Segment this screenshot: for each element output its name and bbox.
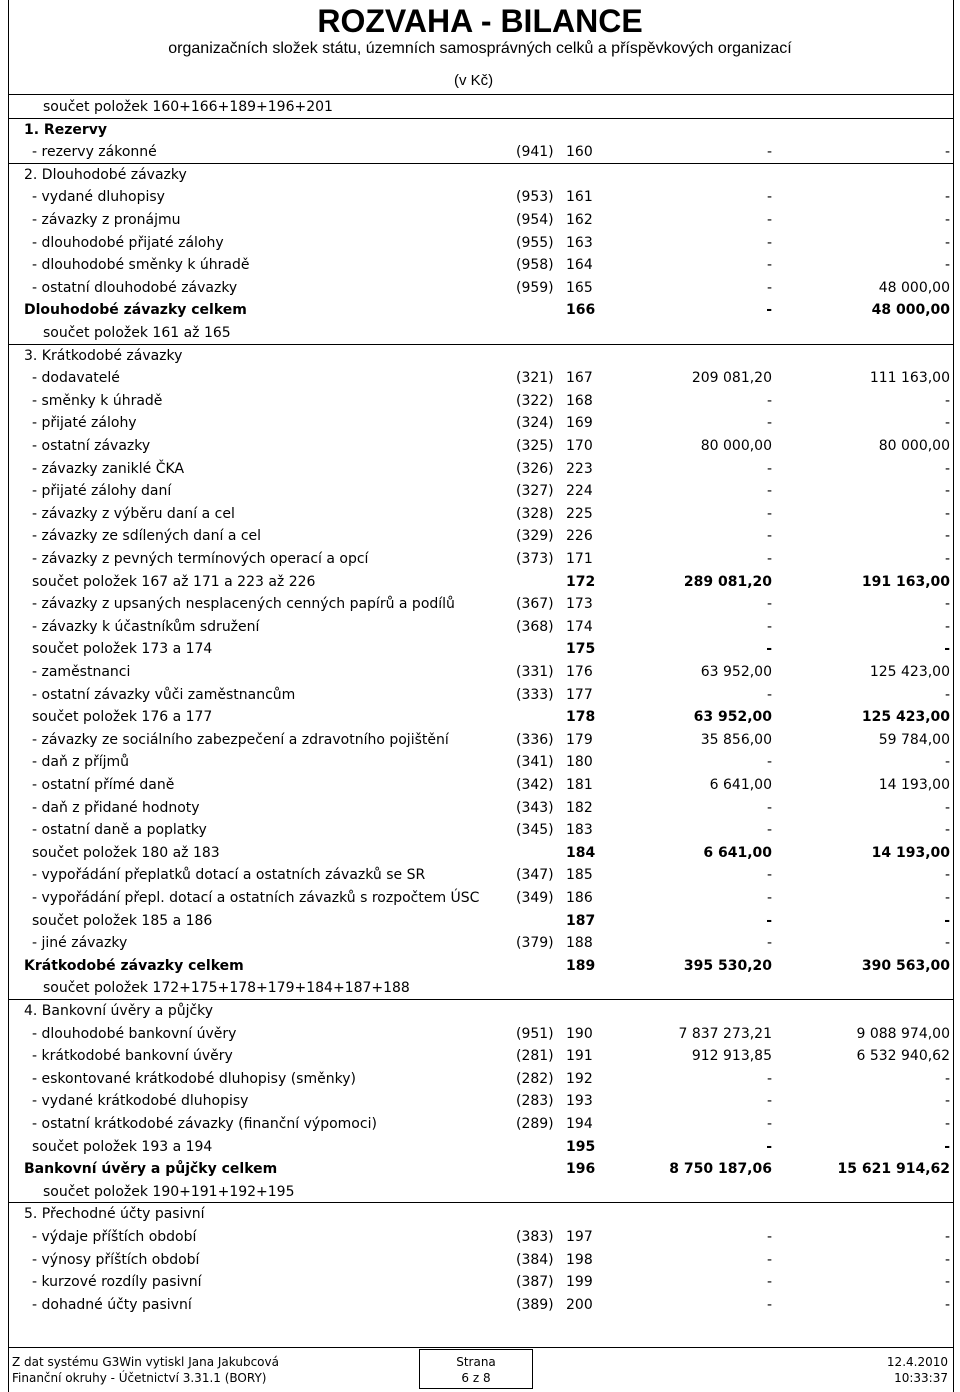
footer-page-box bbox=[419, 1349, 533, 1389]
table-row bbox=[8, 1045, 954, 1067]
row-value-current: - bbox=[766, 822, 772, 839]
row-value-current: - bbox=[766, 460, 772, 477]
row-value-current: - bbox=[766, 144, 772, 161]
table-row bbox=[8, 1249, 954, 1271]
row-account-code: (328) bbox=[516, 505, 554, 522]
row-label: 5. Přechodné účty pasivní bbox=[24, 1206, 205, 1223]
row-label: 1. Rezervy bbox=[24, 121, 108, 138]
row-label: - závazky z pronájmu bbox=[32, 212, 181, 228]
row-line-number: 170 bbox=[566, 438, 593, 454]
row-value-previous: - bbox=[944, 754, 950, 771]
row-label: - dohadné účty pasivní bbox=[32, 1296, 192, 1313]
row-label: - ostatní daně a poplatky bbox=[32, 822, 207, 839]
row-label: - zaměstnanci bbox=[32, 664, 131, 680]
section-heading-row bbox=[8, 119, 954, 141]
row-label: součet položek 173 a 174 bbox=[32, 641, 213, 658]
table-row bbox=[8, 932, 954, 954]
section-heading-row bbox=[8, 1203, 954, 1225]
row-value-current: - bbox=[766, 890, 772, 906]
table-row bbox=[8, 774, 954, 796]
footer-divider bbox=[8, 1347, 954, 1348]
row-account-code: (289) bbox=[516, 1116, 554, 1132]
table-row bbox=[8, 1271, 954, 1293]
row-account-code: (951) bbox=[516, 1025, 554, 1042]
row-label: - ostatní závazky bbox=[32, 438, 151, 454]
footer-page-label: Strana bbox=[456, 1355, 496, 1369]
row-label: - závazky z pevných termínových operací a opcí bbox=[32, 551, 369, 567]
row-account-code: (322) bbox=[516, 392, 554, 409]
row-line-number: 197 bbox=[566, 1229, 593, 1245]
row-value-current: - bbox=[766, 392, 772, 409]
row-value-previous: - bbox=[944, 1296, 950, 1313]
row-account-code: (387) bbox=[516, 1274, 554, 1291]
row-account-code: (383) bbox=[516, 1229, 554, 1245]
row-account-code: (329) bbox=[516, 528, 554, 545]
row-value-previous: - bbox=[944, 392, 950, 409]
row-label: - kurzové rozdíly pasivní bbox=[32, 1274, 202, 1291]
row-label: - vydané dluhopisy bbox=[32, 189, 165, 206]
row-value-current: - bbox=[766, 257, 772, 274]
row-account-code: (953) bbox=[516, 189, 554, 206]
row-label: - vypořádání přepl. dotací a ostatních závazků s rozpočtem ÚSC bbox=[32, 890, 480, 906]
row-line-number: 163 bbox=[566, 234, 593, 251]
row-line-number: 173 bbox=[566, 596, 593, 613]
row-value-current: 6 641,00 bbox=[709, 777, 772, 793]
row-account-code: (954) bbox=[516, 212, 554, 228]
row-value-current: - bbox=[766, 1116, 772, 1132]
row-value-previous: - bbox=[944, 890, 950, 906]
table-row bbox=[8, 819, 954, 841]
table-row bbox=[8, 390, 954, 412]
footer-source bbox=[12, 1354, 279, 1386]
row-label: - rezervy zákonné bbox=[32, 144, 157, 161]
row-line-number: 187 bbox=[566, 912, 596, 929]
row-line-number: 192 bbox=[566, 1070, 593, 1087]
row-line-number: 223 bbox=[566, 460, 593, 477]
row-value-current: 912 913,85 bbox=[691, 1048, 772, 1065]
row-line-number: 175 bbox=[566, 641, 596, 658]
row-label: - vypořádání přeplatků dotací a ostatních závazků se SR bbox=[32, 867, 426, 884]
table-row bbox=[8, 593, 954, 615]
row-value-previous: 14 193,00 bbox=[878, 777, 950, 793]
row-line-number: 182 bbox=[566, 799, 593, 816]
row-account-code: (384) bbox=[516, 1251, 554, 1268]
row-label: součet položek 161 až 165 bbox=[43, 325, 231, 341]
row-line-number: 189 bbox=[566, 957, 596, 974]
row-label: - výnosy příštích období bbox=[32, 1251, 200, 1268]
row-line-number: 191 bbox=[566, 1048, 593, 1065]
row-line-number: 169 bbox=[566, 415, 593, 432]
table-row bbox=[8, 1090, 954, 1112]
table-row bbox=[8, 661, 954, 683]
row-account-code: (341) bbox=[516, 754, 554, 771]
row-label: Krátkodobé závazky celkem bbox=[24, 957, 244, 974]
section-heading-row bbox=[8, 164, 954, 186]
row-value-previous: 48 000,00 bbox=[871, 302, 950, 319]
row-account-code: (342) bbox=[516, 777, 554, 793]
row-line-number: 177 bbox=[566, 686, 593, 703]
row-value-previous: - bbox=[944, 935, 950, 952]
row-label: - směnky k úhradě bbox=[32, 392, 163, 409]
row-account-code: (367) bbox=[516, 596, 554, 613]
table-row bbox=[8, 684, 954, 706]
row-value-previous: - bbox=[944, 212, 950, 228]
total-row bbox=[8, 1158, 954, 1180]
header-divider bbox=[8, 94, 954, 95]
row-value-current: - bbox=[766, 596, 772, 613]
row-line-number: 225 bbox=[566, 505, 593, 522]
section-heading-row bbox=[8, 1000, 954, 1022]
row-value-previous: - bbox=[944, 867, 950, 884]
row-value-previous: - bbox=[944, 144, 950, 161]
row-value-previous: 191 163,00 bbox=[861, 573, 950, 590]
row-account-code: (349) bbox=[516, 890, 554, 906]
table-row bbox=[8, 729, 954, 751]
row-line-number: 196 bbox=[566, 1161, 596, 1178]
table-row bbox=[8, 458, 954, 480]
row-value-current: - bbox=[766, 912, 772, 929]
subtotal-row bbox=[8, 910, 954, 932]
row-line-number: 193 bbox=[566, 1093, 593, 1110]
row-line-number: 200 bbox=[566, 1296, 593, 1313]
footer-timestamp bbox=[887, 1354, 948, 1386]
table-row bbox=[8, 367, 954, 389]
row-value-current: - bbox=[766, 483, 772, 500]
row-account-code: (389) bbox=[516, 1296, 554, 1313]
table-row bbox=[8, 1226, 954, 1248]
table-row bbox=[8, 1294, 954, 1316]
row-line-number: 226 bbox=[566, 528, 593, 545]
row-line-number: 174 bbox=[566, 618, 593, 635]
row-value-current: - bbox=[766, 754, 772, 771]
row-value-previous: - bbox=[944, 1251, 950, 1268]
row-value-previous: 125 423,00 bbox=[869, 664, 950, 680]
row-line-number: 188 bbox=[566, 935, 593, 952]
row-label: - závazky ze sdílených daní a cel bbox=[32, 528, 262, 545]
row-label: - vydané krátkodobé dluhopisy bbox=[32, 1093, 249, 1110]
row-value-previous: 390 563,00 bbox=[861, 957, 950, 974]
row-value-previous: - bbox=[944, 641, 950, 658]
row-line-number: 190 bbox=[566, 1025, 593, 1042]
row-value-current: - bbox=[766, 279, 772, 296]
row-value-current: 35 856,00 bbox=[700, 731, 772, 748]
row-label: - dlouhodobé přijaté zálohy bbox=[32, 234, 224, 251]
row-account-code: (373) bbox=[516, 551, 554, 567]
row-label: - daň z příjmů bbox=[32, 754, 130, 771]
table-row bbox=[8, 548, 954, 570]
row-label: - závazky k účastníkům sdružení bbox=[32, 618, 260, 635]
row-line-number: 198 bbox=[566, 1251, 593, 1268]
currency-unit: (v Kč) bbox=[454, 72, 494, 89]
table-row bbox=[8, 797, 954, 819]
row-value-current: - bbox=[766, 302, 772, 319]
page-subtitle: organizačních složek státu, územních samosprávných celků a příspěvkových organizací bbox=[168, 40, 792, 57]
row-value-previous: - bbox=[944, 912, 950, 929]
row-value-current: - bbox=[766, 189, 772, 206]
row-label: - přijaté zálohy bbox=[32, 415, 137, 432]
row-value-previous: - bbox=[944, 1274, 950, 1291]
sum-note-row bbox=[8, 977, 954, 999]
row-value-previous: - bbox=[944, 460, 950, 477]
row-value-previous: - bbox=[944, 528, 950, 545]
row-value-current: - bbox=[766, 212, 772, 228]
row-value-previous: - bbox=[944, 483, 950, 500]
row-line-number: 179 bbox=[566, 731, 593, 748]
row-account-code: (379) bbox=[516, 935, 554, 952]
row-label: součet položek 180 až 183 bbox=[32, 844, 220, 861]
row-label: - krátkodobé bankovní úvěry bbox=[32, 1048, 233, 1065]
table-row bbox=[8, 186, 954, 208]
row-value-current: - bbox=[766, 799, 772, 816]
section-heading-row bbox=[8, 345, 954, 367]
table-row bbox=[8, 209, 954, 231]
table-row bbox=[8, 887, 954, 909]
row-value-current: - bbox=[766, 1138, 772, 1155]
row-value-current: 63 952,00 bbox=[693, 709, 772, 726]
row-value-current: 7 837 273,21 bbox=[678, 1025, 772, 1042]
row-value-current: 289 081,20 bbox=[683, 573, 772, 590]
row-label: - závazky ze sociálního zabezpečení a zdravotního pojištění bbox=[32, 731, 449, 748]
row-value-current: 8 750 187,06 bbox=[669, 1161, 772, 1178]
row-label: - přijaté zálohy daní bbox=[32, 483, 172, 500]
table-row bbox=[8, 1068, 954, 1090]
row-value-current: - bbox=[766, 234, 772, 251]
row-line-number: 181 bbox=[566, 777, 593, 793]
row-value-previous: - bbox=[944, 1093, 950, 1110]
page-title: ROZVAHA - BILANCE bbox=[317, 3, 643, 39]
row-value-previous: - bbox=[944, 1070, 950, 1087]
row-line-number: 161 bbox=[566, 189, 593, 206]
row-value-current: 80 000,00 bbox=[700, 438, 772, 454]
row-value-previous: - bbox=[944, 415, 950, 432]
row-label: - eskontované krátkodobé dluhopisy (směnky) bbox=[32, 1070, 356, 1087]
row-value-previous: - bbox=[944, 799, 950, 816]
row-value-current: 6 641,00 bbox=[703, 844, 772, 861]
row-line-number: 164 bbox=[566, 257, 593, 274]
row-line-number: 224 bbox=[566, 483, 593, 500]
subtotal-row bbox=[8, 571, 954, 593]
row-line-number: 199 bbox=[566, 1274, 593, 1291]
row-value-previous: 111 163,00 bbox=[869, 370, 950, 387]
table-row bbox=[8, 480, 954, 502]
row-value-current: - bbox=[766, 1070, 772, 1087]
row-line-number: 186 bbox=[566, 890, 593, 906]
row-line-number: 162 bbox=[566, 212, 593, 228]
table-row bbox=[8, 412, 954, 434]
table-row bbox=[8, 503, 954, 525]
row-label: - závazky zaniklé ČKA bbox=[32, 460, 185, 477]
row-account-code: (324) bbox=[516, 415, 554, 432]
row-label: - ostatní dlouhodobé závazky bbox=[32, 279, 238, 296]
row-value-current: - bbox=[766, 686, 772, 703]
row-account-code: (327) bbox=[516, 483, 554, 500]
row-account-code: (326) bbox=[516, 460, 554, 477]
row-value-previous: - bbox=[944, 822, 950, 839]
row-line-number: 167 bbox=[566, 370, 593, 387]
row-value-previous: - bbox=[944, 1116, 950, 1132]
row-value-current: 209 081,20 bbox=[691, 370, 772, 387]
row-value-previous: - bbox=[944, 1229, 950, 1245]
total-row bbox=[8, 299, 954, 321]
row-account-code: (283) bbox=[516, 1093, 554, 1110]
row-value-current: - bbox=[766, 1274, 772, 1291]
row-value-previous: - bbox=[944, 234, 950, 251]
row-line-number: 160 bbox=[566, 144, 593, 161]
row-line-number: 185 bbox=[566, 867, 593, 884]
row-label: - ostatní přímé daně bbox=[32, 777, 175, 793]
row-label: - ostatní krátkodobé závazky (finanční výpomoci) bbox=[32, 1116, 377, 1132]
row-value-current: - bbox=[766, 1296, 772, 1313]
row-label: - dodavatelé bbox=[32, 370, 120, 387]
row-label: součet položek 176 a 177 bbox=[32, 709, 213, 726]
table-row bbox=[8, 232, 954, 254]
row-value-current: - bbox=[766, 618, 772, 635]
row-label: - dlouhodobé směnky k úhradě bbox=[32, 257, 250, 274]
row-value-current: - bbox=[766, 935, 772, 952]
row-line-number: 178 bbox=[566, 709, 596, 726]
table-row bbox=[8, 435, 954, 457]
row-account-code: (282) bbox=[516, 1070, 554, 1087]
row-label: součet položek 167 až 171 a 223 až 226 bbox=[32, 573, 316, 590]
row-value-current: - bbox=[766, 641, 772, 658]
row-account-code: (941) bbox=[516, 144, 554, 161]
row-value-previous: - bbox=[944, 1138, 950, 1155]
row-value-previous: - bbox=[944, 257, 950, 274]
row-value-previous: 14 193,00 bbox=[871, 844, 950, 861]
row-account-code: (333) bbox=[516, 686, 554, 703]
footer-page-value: 6 z 8 bbox=[461, 1371, 491, 1385]
table-row bbox=[8, 254, 954, 276]
subtotal-row bbox=[8, 706, 954, 728]
row-value-previous: 6 532 940,62 bbox=[856, 1048, 950, 1065]
row-value-current: - bbox=[766, 1093, 772, 1110]
row-value-previous: - bbox=[944, 551, 950, 567]
row-label: součet položek 193 a 194 bbox=[32, 1138, 213, 1155]
row-account-code: (321) bbox=[516, 370, 554, 387]
footer-time: 10:33:37 bbox=[894, 1371, 948, 1385]
row-value-current: - bbox=[766, 867, 772, 884]
row-label: - jiné závazky bbox=[32, 935, 128, 952]
row-value-current: 395 530,20 bbox=[683, 957, 772, 974]
row-label: 3. Krátkodobé závazky bbox=[24, 347, 183, 364]
row-label: - závazky z výběru daní a cel bbox=[32, 505, 235, 522]
row-account-code: (959) bbox=[516, 279, 554, 296]
footer-source-line1: Z dat systému G3Win vytiskl Jana Jakubcová bbox=[12, 1355, 279, 1369]
footer-source-line2: Finanční okruhy - Účetnictví 3.31.1 (BORY) bbox=[12, 1371, 267, 1385]
table-row bbox=[8, 525, 954, 547]
row-label: součet položek 172+175+178+179+184+187+188 bbox=[43, 980, 410, 997]
row-value-current: - bbox=[766, 415, 772, 432]
row-account-code: (336) bbox=[516, 731, 554, 748]
total-row bbox=[8, 955, 954, 977]
table-row bbox=[8, 616, 954, 638]
table-row bbox=[8, 1023, 954, 1045]
sum-note-row bbox=[8, 96, 954, 118]
row-line-number: 195 bbox=[566, 1138, 596, 1155]
row-account-code: (347) bbox=[516, 867, 554, 884]
row-line-number: 194 bbox=[566, 1116, 593, 1132]
row-line-number: 184 bbox=[566, 844, 596, 861]
row-value-current: - bbox=[766, 505, 772, 522]
row-value-current: - bbox=[766, 551, 772, 567]
row-value-previous: 59 784,00 bbox=[878, 731, 950, 748]
row-label: součet položek 160+166+189+196+201 bbox=[43, 99, 333, 115]
row-value-previous: 80 000,00 bbox=[878, 438, 950, 454]
row-account-code: (955) bbox=[516, 234, 554, 251]
row-account-code: (368) bbox=[516, 618, 554, 635]
row-line-number: 180 bbox=[566, 754, 593, 771]
table-row bbox=[8, 141, 954, 163]
row-value-previous: 125 423,00 bbox=[861, 709, 950, 726]
row-value-previous: - bbox=[944, 618, 950, 635]
row-account-code: (345) bbox=[516, 822, 554, 839]
row-label: Bankovní úvěry a půjčky celkem bbox=[24, 1161, 278, 1178]
row-value-previous: - bbox=[944, 596, 950, 613]
row-value-current: - bbox=[766, 528, 772, 545]
row-line-number: 171 bbox=[566, 551, 593, 567]
row-account-code: (343) bbox=[516, 799, 554, 816]
row-label: - závazky z upsaných nesplacených cenných papírů a podílů bbox=[32, 596, 455, 613]
subtotal-row bbox=[8, 1136, 954, 1158]
footer-date: 12.4.2010 bbox=[886, 1355, 948, 1369]
sum-note-row bbox=[8, 1181, 954, 1203]
sum-note-row bbox=[8, 322, 954, 344]
table-row bbox=[8, 277, 954, 299]
row-account-code: (331) bbox=[516, 664, 554, 680]
row-label: - ostatní závazky vůči zaměstnancům bbox=[32, 686, 296, 703]
row-account-code: (958) bbox=[516, 257, 554, 274]
row-label: - dlouhodobé bankovní úvěry bbox=[32, 1025, 237, 1042]
row-account-code: (325) bbox=[516, 438, 554, 454]
row-line-number: 165 bbox=[566, 279, 593, 296]
row-line-number: 168 bbox=[566, 392, 593, 409]
subtotal-row bbox=[8, 842, 954, 864]
table-row bbox=[8, 751, 954, 773]
row-value-current: - bbox=[766, 1229, 772, 1245]
subtotal-row bbox=[8, 638, 954, 660]
row-value-previous: - bbox=[944, 189, 950, 206]
row-label: 2. Dlouhodobé závazky bbox=[24, 166, 187, 183]
row-value-current: - bbox=[766, 1251, 772, 1268]
row-value-previous: - bbox=[944, 686, 950, 703]
row-value-previous: 15 621 914,62 bbox=[837, 1161, 950, 1178]
row-label: součet položek 190+191+192+195 bbox=[43, 1183, 295, 1200]
row-line-number: 183 bbox=[566, 822, 593, 839]
row-label: Dlouhodobé závazky celkem bbox=[24, 302, 247, 319]
row-line-number: 172 bbox=[566, 573, 596, 590]
table-row bbox=[8, 1113, 954, 1135]
row-account-code: (281) bbox=[516, 1048, 554, 1065]
row-label: 4. Bankovní úvěry a půjčky bbox=[24, 1003, 214, 1019]
row-label: - výdaje příštích období bbox=[32, 1229, 197, 1245]
row-value-previous: 9 088 974,00 bbox=[856, 1025, 950, 1042]
row-label: - daň z přidané hodnoty bbox=[32, 799, 200, 816]
row-value-previous: - bbox=[944, 505, 950, 522]
row-value-current: 63 952,00 bbox=[700, 664, 772, 680]
row-line-number: 166 bbox=[566, 302, 596, 319]
table-row bbox=[8, 864, 954, 886]
row-line-number: 176 bbox=[566, 664, 593, 680]
row-label: součet položek 185 a 186 bbox=[32, 912, 213, 929]
row-value-previous: 48 000,00 bbox=[878, 279, 950, 296]
